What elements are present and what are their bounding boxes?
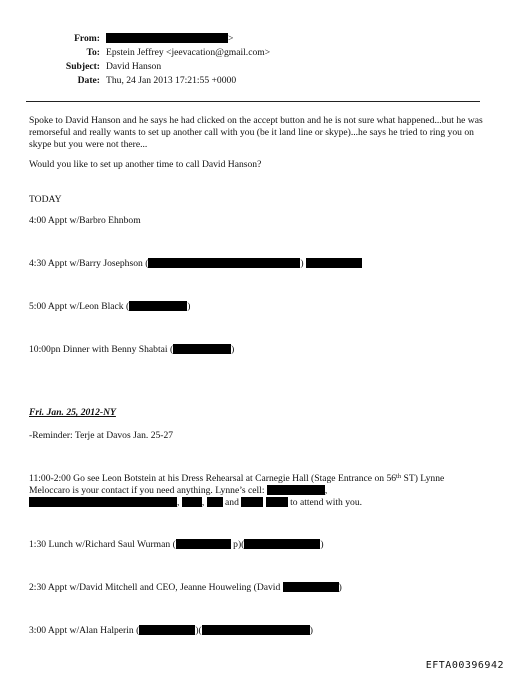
- header-divider: [26, 101, 480, 102]
- appointment-item: 2:30 Appt w/David Mitchell and CEO, Jeanne Houweling (David ): [29, 582, 342, 593]
- today-heading: TODAY: [29, 194, 62, 205]
- appointment-item: 4:00 Appt w/Barbro Ehnbom: [29, 215, 141, 226]
- redaction-block: [173, 344, 231, 354]
- appointment-item-continued: , , and to attend with you.: [29, 497, 362, 509]
- redaction-block: [182, 497, 202, 507]
- date-value: Thu, 24 Jan 2013 17:21:55 +0000: [106, 75, 237, 86]
- to-value: Epstein Jeffrey <jeevacation@gmail.com>: [106, 47, 271, 58]
- appointment-item: 5:00 Appt w/Leon Black ( ): [29, 301, 191, 312]
- date-label: Date:: [77, 75, 100, 86]
- appointment-item: 3:00 Appt w/Alan Halperin ( )( ): [29, 625, 313, 636]
- reminder-line: -Reminder: Terje at Davos Jan. 25-27: [29, 430, 174, 441]
- from-label: From:: [74, 33, 100, 44]
- document-id: EFTA00396942: [425, 660, 504, 671]
- appointment-item: 4:30 Appt w/Barry Josephson ( ): [29, 258, 362, 270]
- redaction-block: [306, 258, 362, 268]
- from-value: >: [106, 33, 233, 45]
- to-label: To:: [86, 47, 100, 58]
- redaction-block: [244, 539, 320, 549]
- redaction-block: [176, 539, 231, 549]
- subject-label: Subject:: [65, 61, 100, 72]
- redaction-block: [207, 497, 223, 507]
- appointment-item: 10:00pn Dinner with Benny Shabtai ( ): [29, 344, 235, 355]
- message-paragraph: Spoke to David Hanson and he says he had clicked on the accept button and he is not sure what happened...but he was remorseful and really wants to set up another call with you (be it land line or skype)...he says he tried to ring you on skype but you were not there...: [29, 115, 483, 150]
- redaction-block: [202, 625, 310, 635]
- appointment-item-continued: Meloccaro is your contact if you need anything. Lynne’s cell: ,: [29, 485, 328, 496]
- redaction-block: [129, 301, 187, 311]
- redaction-block: [106, 33, 228, 43]
- subject-value: David Hanson: [106, 61, 162, 72]
- day-heading: Fri. Jan. 25, 2012-NY: [29, 407, 116, 418]
- redaction-block: [266, 497, 288, 507]
- redaction-block: [241, 497, 263, 507]
- redaction-block: [283, 582, 339, 592]
- redaction-block: [29, 497, 177, 507]
- appointment-item: 11:00-2:00 Go see Leon Botstein at his Dress Rehearsal at Carnegie Hall (Stage Entrance on 56th ST) Lynne: [29, 473, 445, 484]
- redaction-block: [139, 625, 195, 635]
- redaction-block: [267, 485, 325, 495]
- redaction-block: [148, 258, 300, 268]
- appointment-item: 1:30 Lunch w/Richard Saul Wurman ( p)( ): [29, 539, 324, 550]
- message-question: Would you like to set up another time to call David Hanson?: [29, 159, 262, 170]
